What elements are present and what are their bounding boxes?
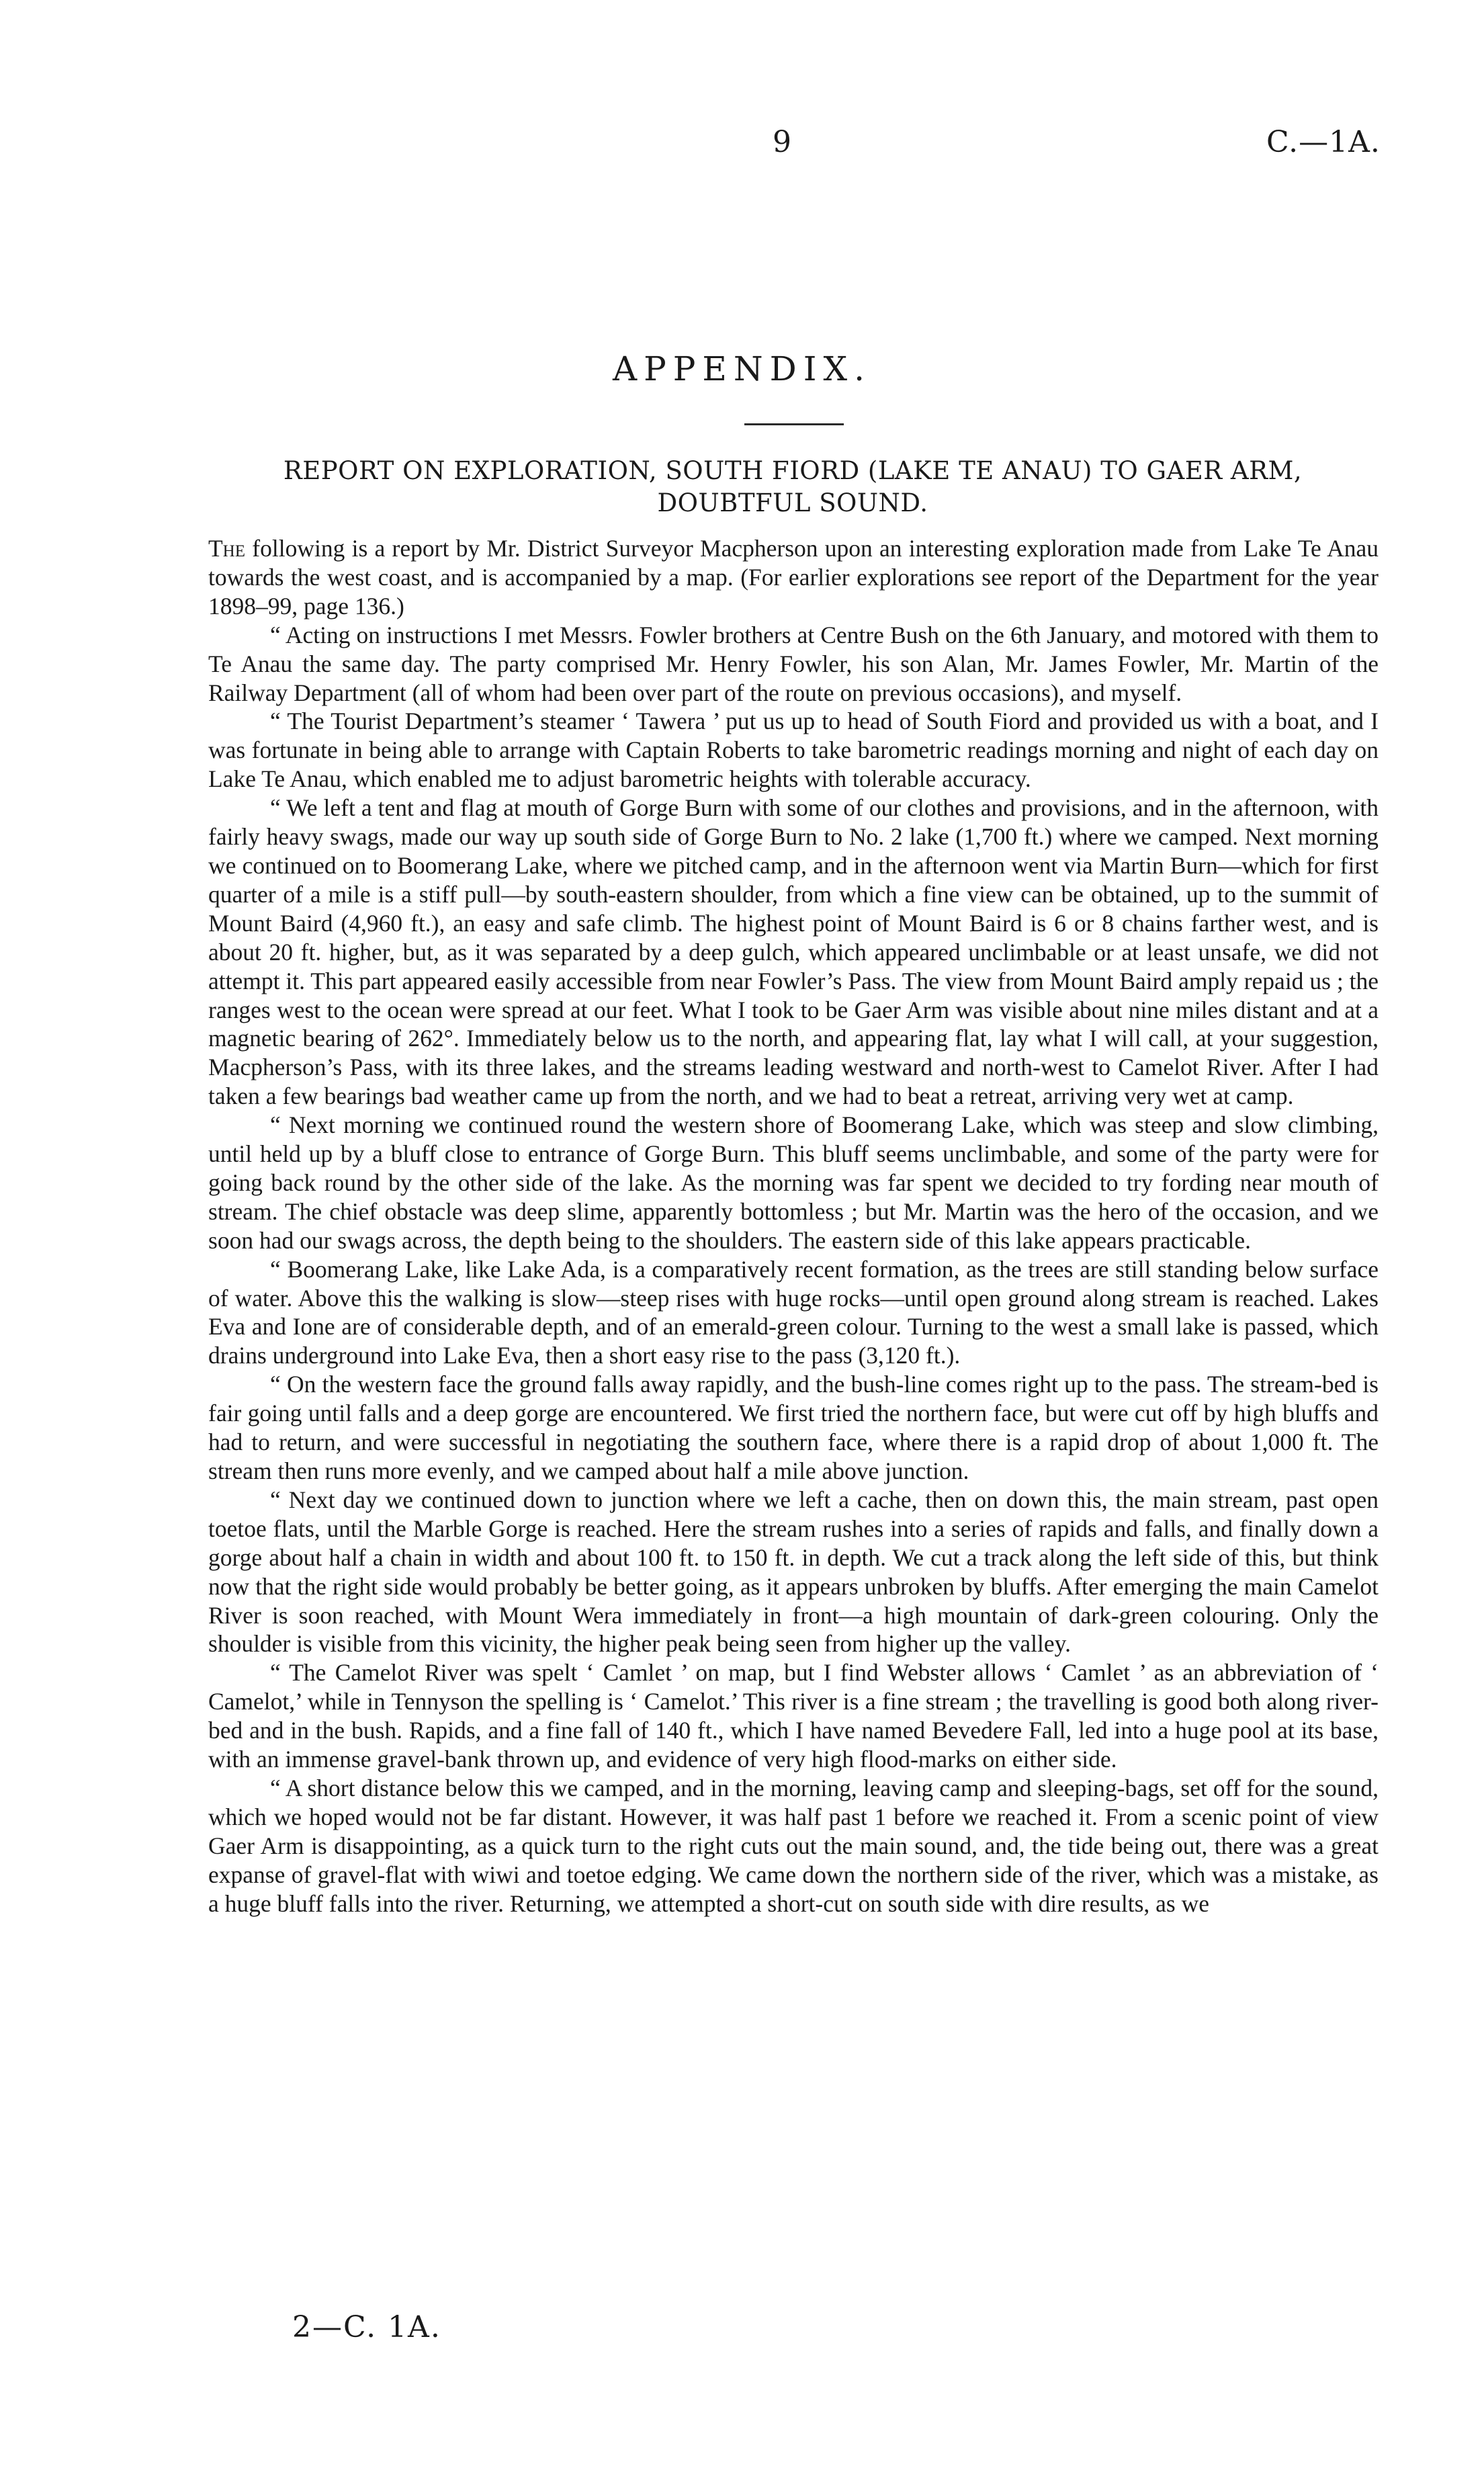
intro-text: following is a report by Mr. District Surveyor Macpherson upon an interesting exploration made from Lake Te Anau towards the west coast, and is accompanied by a map. (For earlier explorations see report of the Department for the year 1898–99, page 136.) <box>208 535 1379 620</box>
body-paragraph: “ The Camelot River was spelt ‘ Camlet ’ on map, but I find Webster allows ‘ Camlet ’ as an abbreviation of ‘ Camelot,’ while in Tennyson the spelling is ‘ Camelot.’ This river is a fine stream ; the travelling is good both along river-bed and in the bush. Rapids, and a fine fall of 140 ft., which I have named Bevedere Fall, led into a huge pool at its base, with an immense gravel-bank thrown up, and evidence of very high flood-marks on either side. <box>208 1659 1379 1773</box>
body-paragraph: “ We left a tent and flag at mouth of Gorge Burn with some of our clothes and provisions, and in the afternoon, with fairly heavy swags, made our way up south side of Gorge Burn to No. 2 lake (1,700 ft.) where we camped. Next morning we continued on to Boomerang Lake, where we pitched camp, and in the afternoon went via Martin Burn—which for first quarter of a mile is a stiff pull—by south-eastern shoulder, from which a fine view can be obtained, up to the summit of Mount Baird (4,960 ft.), an easy and safe climb. The highest point of Mount Baird is 6 or 8 chains farther west, and is about 20 ft. higher, but, as it was separated by a deep gulch, which appeared unclimbable or at least unsafe, we did not attempt it. This part appeared easily accessible from near Fowler’s Pass. The view from Mount Baird amply repaid us ; the ranges west to the ocean were spread at our feet. What I took to be Gaer Arm was visible about nine miles distant and at a magnetic bearing of 262°. Immediately below us to the north, and appearing flat, lay what I will call, at your suggestion, Macpherson’s Pass, with its three lakes, and the streams leading westward and north-west to Camelot River. After I had taken a few bearings bad weather came up from the north, and we had to beat a retreat, arriving very wet at camp. <box>208 794 1379 1110</box>
body-paragraph: “ Boomerang Lake, like Lake Ada, is a comparatively recent formation, as the trees are still standing below surface of water. Above this the walking is slow—steep rises with huge rocks—until open ground along stream is reached. Lakes Eva and Ione are of considerable depth, and of an emerald-green colour. Turning to the west a small lake is passed, which drains underground into Lake Eva, then a short easy rise to the pass (3,120 ft.). <box>208 1255 1379 1369</box>
body-paragraph: “ Acting on instructions I met Messrs. Fowler brothers at Centre Bush on the 6th January, and motored with them to Te Anau the same day. The party comprised Mr. Henry Fowler, his son Alan, Mr. James Fowler, Mr. Martin of the Railway Department (all of whom had been over part of the route on previous occasions), and myself. <box>208 621 1379 706</box>
title-divider <box>744 423 844 425</box>
body-paragraph: “ Next day we continued down to junction where we left a cache, then on down this, the main stream, past open toetoe flats, until the Marble Gorge is reached. Here the stream rushes into a series of rapids and falls, and finally down a gorge about half a chain in width and about 100 ft. to 150 ft. in depth. We cut a track along the left side of this, but think now that the right side would probably be better going, as it appears unbroken by bluffs. After emerging the main Camelot River is soon reached, with Mount Wera immediately in front—a high mountain of dark-green colouring. Only the shoulder is visible from this vicinity, the higher peak being seen from higher up the valley. <box>208 1486 1379 1658</box>
body-paragraph: “ A short distance below this we camped, and in the morning, leaving camp and sleeping-bags, set off for the sound, which we hoped would not be far distant. However, it was half past 1 before we reached it. From a scenic point of view Gaer Arm is disappointing, as a quick turn to the right cuts out the main sound, and, the tide being out, there was a great expanse of gravel-flat with wiwi and toetoe edging. We came down the northern side of the river, which was a mistake, as a huge bluff falls into the river. Returning, we attempted a short-cut on south side with dire results, as we <box>208 1774 1379 1917</box>
footer-signature-code: 2—C. 1A. <box>292 2310 441 2344</box>
document-code: C.—1A. <box>1266 125 1381 159</box>
appendix-title: APPENDIX. <box>613 349 871 388</box>
intro-lead-word: The <box>208 535 246 562</box>
body-paragraph: “ The Tourist Department’s steamer ‘ Tawera ’ put us up to head of South Fiord and provided us with a boat, and I was fortunate in being able to arrange with Captain Roberts to take barometric readings morning and night of each day on Lake Te Anau, which enabled me to adjust barometric heights with tolerable accuracy. <box>208 708 1379 793</box>
body-paragraph: “ On the western face the ground falls away rapidly, and the bush-line comes right up to the pass. The stream-bed is fair going until falls and a deep gorge are encountered. We first tried the northern face, but were cut off by high bluffs and had to return, and were successful in negotiating the southern face, where there is a rapid drop of about 1,000 ft. The stream then runs more evenly, and we camped about half a mile above junction. <box>208 1371 1379 1484</box>
report-heading: REPORT ON EXPLORATION, SOUTH FIORD (LAKE TE ANAU) TO GAER ARM, DOUBTFUL SOUND. <box>283 456 1303 517</box>
body-paragraph: “ Next morning we continued round the western shore of Boomerang Lake, which was steep and slow climbing, until held up by a bluff close to entrance of Gorge Burn. This bluff seems unclimbable, and some of the party were for going back round by the other side of the lake. As the morning was far spent we decided to try fording near mouth of stream. The chief obstacle was deep slime, apparently bottomless ; but Mr. Martin was the hero of the occasion, and we soon had our swags across, the depth being to the shoulders. The eastern side of this lake appears practicable. <box>208 1111 1379 1254</box>
intro-paragraph <box>208 534 1379 621</box>
report-body <box>208 534 1379 1918</box>
page-number: 9 <box>773 125 792 159</box>
